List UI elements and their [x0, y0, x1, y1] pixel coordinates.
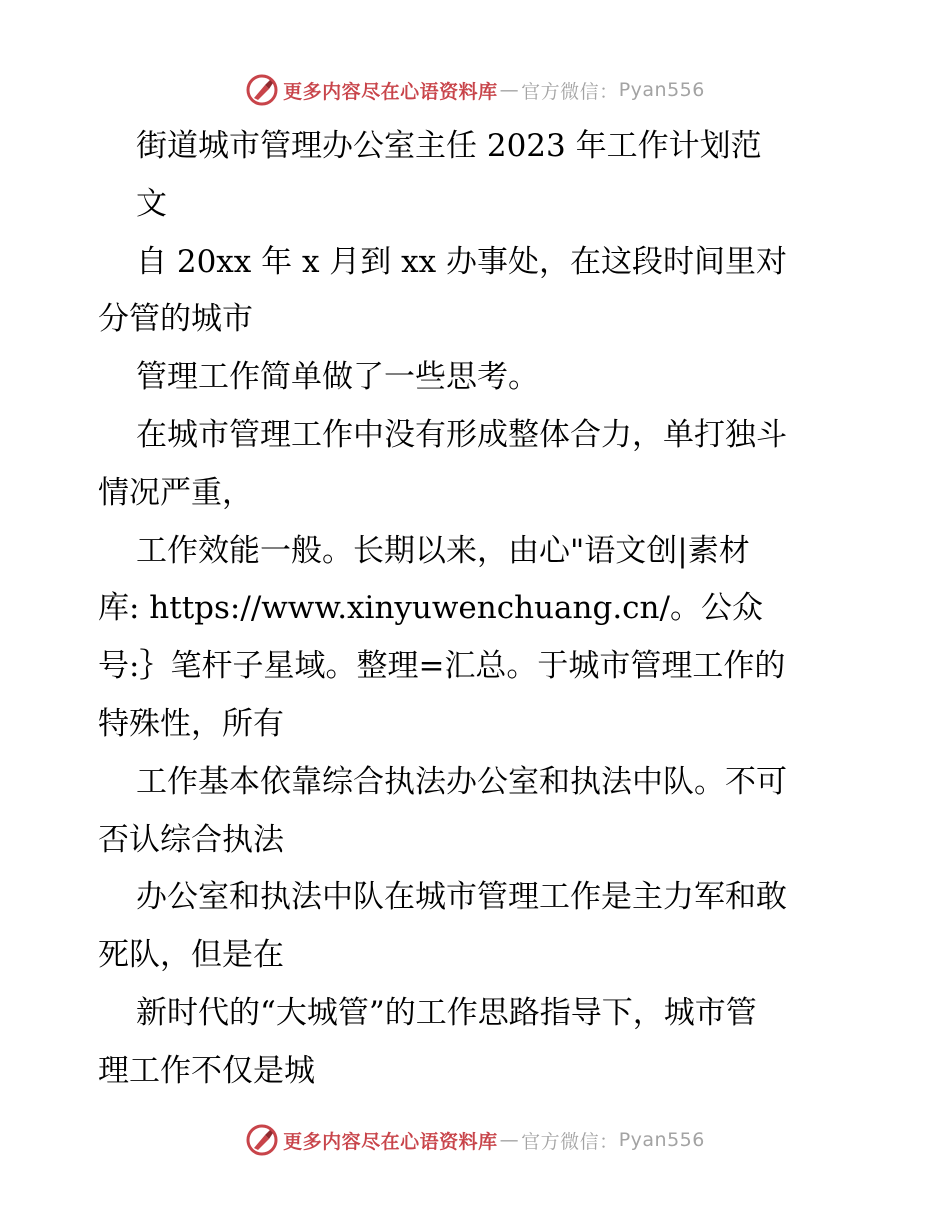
document-body [98, 118, 858, 1101]
paragraph-line: 工作效能一般。长期以来，由心"语文创|素材 [136, 532, 750, 569]
paragraph-line: 否认综合执法 [98, 821, 284, 858]
banner-dash: — [499, 1129, 520, 1151]
pen-nib-logo-icon [245, 73, 279, 107]
paragraph-line: 新时代的“大城管”的工作思路指导下，城市管 [136, 994, 757, 1031]
paragraph-line: 自 20xx 年 x 月到 xx 办事处，在这段时间里对 [136, 243, 787, 280]
paragraph-line: 办公室和执法中队在城市管理工作是主力军和敢 [136, 879, 787, 916]
banner-wechat-handle: Pyan556 [618, 1129, 705, 1151]
banner-slogan: 更多内容尽在心语资料库 [283, 1130, 498, 1153]
paragraph-line: 在城市管理工作中没有形成整体合力，单打独斗 [136, 416, 787, 453]
paragraph-line: 工作基本依靠综合执法办公室和执法中队。不可 [136, 763, 787, 800]
banner-wechat-handle: Pyan556 [618, 79, 705, 101]
paragraph-line: 号:｝笔杆子星域。整理=汇总。于城市管理工作的 [98, 648, 786, 685]
pen-nib-logo-icon [245, 1123, 279, 1157]
paragraph-line: 特殊性，所有 [98, 705, 284, 742]
paragraph-line: 情况严重， [98, 474, 253, 511]
banner-slogan: 更多内容尽在心语资料库 [283, 80, 498, 103]
doc-title-line-2: 文 [136, 185, 167, 222]
header-watermark-banner [0, 70, 950, 110]
banner-dash: — [499, 79, 520, 101]
banner-wechat-label: 官方微信： [521, 1130, 619, 1153]
banner-wechat-label: 官方微信： [521, 80, 619, 103]
paragraph-line: 分管的城市 [98, 301, 253, 338]
paragraph-line: 库: https://www.xinyuwenchuang.cn/。公众 [98, 590, 763, 627]
paragraph-line: 死队，但是在 [98, 937, 284, 974]
footer-watermark-banner [0, 1120, 950, 1160]
paragraph-line: 管理工作简单做了一些思考。 [136, 359, 539, 396]
doc-title-line-1: 街道城市管理办公室主任 2023 年工作计划范 [136, 128, 762, 164]
paragraph-line: 理工作不仅是城 [98, 1052, 315, 1089]
